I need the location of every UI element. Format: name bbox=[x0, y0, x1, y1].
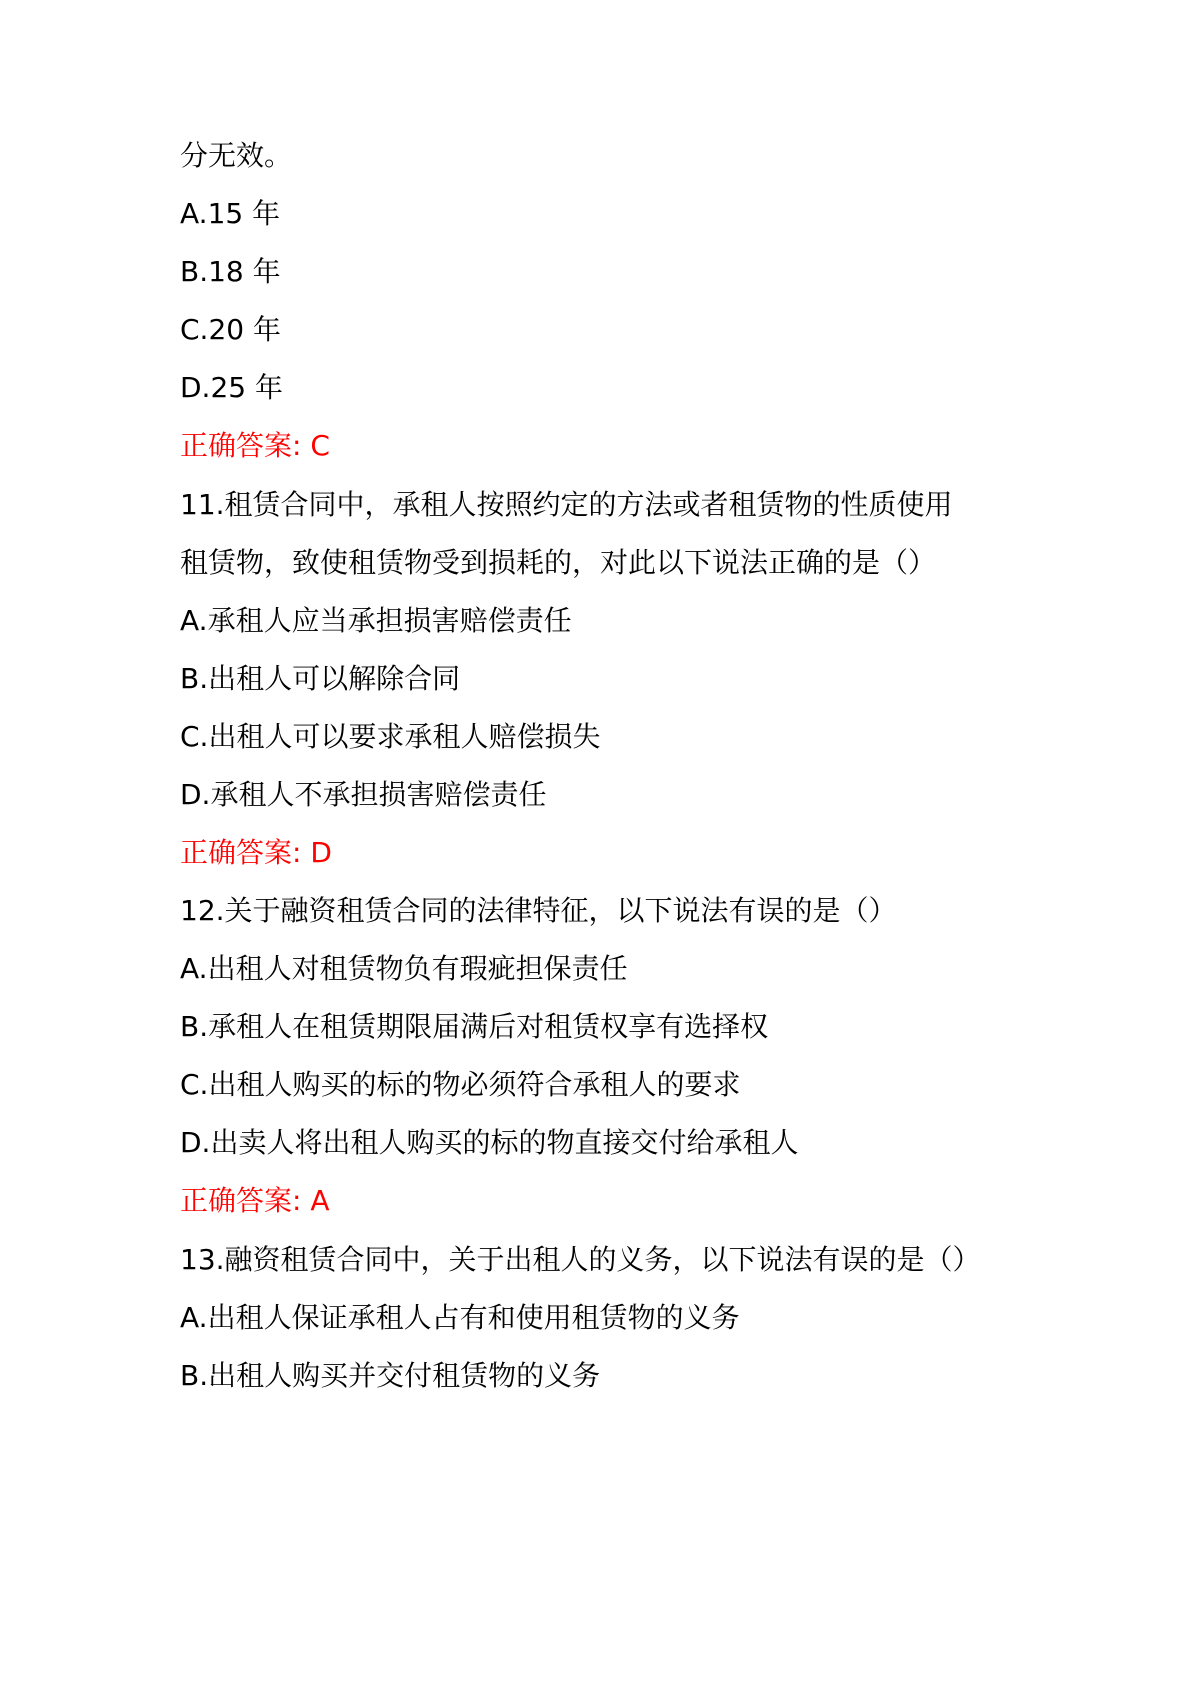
question-line: 租赁物，致使租赁物受到损耗的，对此以下说法正确的是（） bbox=[180, 546, 937, 579]
option-line: B.承租人在租赁期限届满后对租赁权享有选择权 bbox=[180, 1010, 769, 1043]
text-line: 分无效。 bbox=[180, 139, 293, 172]
option-line: D.25 年 bbox=[180, 371, 283, 404]
option-line: D.承租人不承担损害赔偿责任 bbox=[180, 778, 547, 811]
question-line: 13.融资租赁合同中，关于出租人的义务，以下说法有误的是（） bbox=[180, 1243, 981, 1276]
option-line: C.出租人购买的标的物必须符合承租人的要求 bbox=[180, 1068, 741, 1101]
option-line: B.18 年 bbox=[180, 255, 281, 288]
option-line: C.20 年 bbox=[180, 313, 281, 346]
option-line: D.出卖人将出租人购买的标的物直接交付给承租人 bbox=[180, 1126, 799, 1159]
option-line: A.15 年 bbox=[180, 197, 281, 230]
option-line: B.出租人购买并交付租赁物的义务 bbox=[180, 1359, 601, 1392]
option-line: B.出租人可以解除合同 bbox=[180, 662, 461, 695]
answer-line: 正确答案: C bbox=[180, 429, 330, 462]
question-line: 11.租赁合同中，承租人按照约定的方法或者租赁物的性质使用 bbox=[180, 488, 953, 521]
answer-line: 正确答案: A bbox=[180, 1184, 330, 1217]
question-line: 12.关于融资租赁合同的法律特征，以下说法有误的是（） bbox=[180, 894, 897, 927]
option-line: C.出租人可以要求承租人赔偿损失 bbox=[180, 720, 601, 753]
option-line: A.承租人应当承担损害赔偿责任 bbox=[180, 604, 572, 637]
option-line: A.出租人对租赁物负有瑕疵担保责任 bbox=[180, 952, 628, 985]
option-line: A.出租人保证承租人占有和使用租赁物的义务 bbox=[180, 1301, 740, 1334]
answer-line: 正确答案: D bbox=[180, 836, 332, 869]
